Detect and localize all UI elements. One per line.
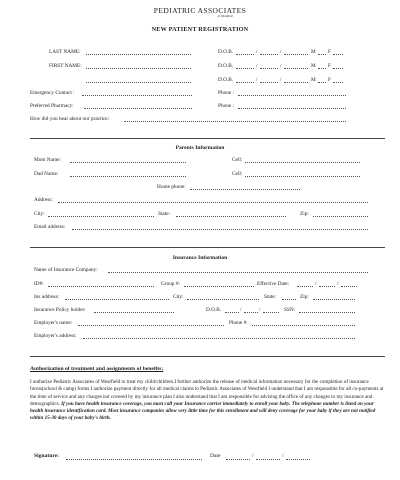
dob-label-3: D.O.B.: [218, 77, 234, 83]
sex-f-field-3[interactable]: [333, 82, 343, 83]
last-name-label: LAST NAME:: [49, 49, 81, 55]
emergency-contact-label: Emergency Contact :: [30, 90, 75, 96]
dob-month-field-2[interactable]: [236, 68, 254, 69]
dad-name-label: Dad Name:: [34, 171, 59, 177]
dad-cell-label: Cell:: [232, 171, 243, 177]
date-slash: /: [337, 281, 339, 287]
address-label: Address:: [34, 197, 53, 203]
signature-date-day-field[interactable]: [256, 459, 280, 460]
emergency-contact-field[interactable]: [82, 95, 192, 96]
dob-year-field-2[interactable]: [284, 68, 308, 69]
additional-name-field[interactable]: [86, 82, 191, 83]
insurance-zip-field[interactable]: [313, 299, 355, 300]
group-number-label: Group #:: [161, 281, 180, 287]
insurance-info-heading: Insurance Information: [172, 255, 228, 261]
state-label: State:: [158, 211, 171, 217]
ssn-label: SSN:: [284, 307, 296, 313]
sex-f-field-2[interactable]: [333, 68, 343, 69]
holder-dob-label: D.O.B.: [206, 307, 222, 313]
signature-date-year-field[interactable]: [286, 459, 310, 460]
home-phone-field[interactable]: [190, 189, 300, 190]
state-field[interactable]: [176, 216, 286, 217]
mom-name-field[interactable]: [70, 162, 186, 163]
signature-label: Signature:: [34, 453, 60, 459]
insurance-zip-label: Zip:: [300, 294, 309, 300]
insurance-address-label: Ins address:: [34, 294, 60, 300]
effective-date-label: Effective Date:: [257, 281, 290, 287]
city-label: City:: [34, 211, 45, 217]
employer-address-label: Employer's address:: [34, 333, 77, 339]
authorization-text-plain: I authorize Pediatric Associates of Westfield to treat my child/children.I further authorize the release of medical information necessary for the completion of insurance forms(school & camp) forms I authorize payment directly for all medical claims to Pediatric Associates of Westfield I understand that I am responsible for all co-payments at the time of service and any charges not covered by my insurance plan I also understand that I am responsible for advising the office of any changes to my insurance and demographics.: [30, 379, 384, 407]
section-divider: [30, 138, 385, 139]
insurance-company-label: Name of Insurance Company:: [34, 267, 98, 273]
referral-source-label: How did you hear about our practice:: [30, 116, 110, 122]
sex-f-label: F: [328, 77, 331, 83]
insurance-state-label: State:: [264, 294, 277, 300]
dob-year-field-1[interactable]: [284, 54, 308, 55]
signature-field[interactable]: [66, 459, 202, 460]
dob-month-field-1[interactable]: [236, 54, 254, 55]
effective-month-field[interactable]: [297, 286, 313, 287]
signature-date-label: Date: [210, 453, 221, 459]
group-number-field[interactable]: [184, 286, 254, 287]
last-name-field[interactable]: [86, 54, 191, 55]
dob-slash: /: [280, 63, 282, 69]
dob-slash: /: [280, 49, 282, 55]
home-phone-label: Home phone:: [157, 184, 186, 190]
holder-dob-year-field[interactable]: [263, 312, 279, 313]
dad-name-field[interactable]: [70, 176, 186, 177]
parents-info-heading: Parents Information: [175, 145, 225, 151]
dob-month-field-3[interactable]: [236, 82, 254, 83]
emergency-phone-label: Phone :: [218, 90, 235, 96]
mom-cell-field[interactable]: [245, 162, 360, 163]
effective-year-field[interactable]: [341, 286, 357, 287]
dob-slash: /: [280, 77, 282, 83]
date-slash: /: [282, 453, 284, 459]
insurance-company-field[interactable]: [108, 272, 368, 273]
dob-day-field-2[interactable]: [260, 68, 278, 69]
pharmacy-phone-field[interactable]: [238, 108, 346, 109]
dob-day-field-1[interactable]: [260, 54, 278, 55]
sex-m-field-3[interactable]: [318, 82, 326, 83]
sex-m-field-2[interactable]: [318, 68, 326, 69]
sex-f-label: F: [328, 49, 331, 55]
zip-field[interactable]: [313, 216, 368, 217]
insurance-city-field[interactable]: [187, 299, 259, 300]
emergency-phone-field[interactable]: [238, 95, 346, 96]
section-divider: [30, 356, 385, 357]
insurance-id-label: ID#:: [34, 281, 44, 287]
dob-slash: /: [256, 49, 258, 55]
effective-day-field[interactable]: [319, 286, 335, 287]
sex-m-field-1[interactable]: [318, 54, 326, 55]
insurance-address-field[interactable]: [65, 299, 169, 300]
first-name-field[interactable]: [86, 68, 191, 69]
city-field[interactable]: [48, 216, 154, 217]
email-label: Email address:: [34, 224, 66, 230]
sex-f-label: F: [328, 63, 331, 69]
zip-label: Zip:: [300, 211, 309, 217]
referral-source-field[interactable]: [124, 121, 346, 122]
sex-m-label: M: [311, 77, 316, 83]
dob-slash: /: [256, 77, 258, 83]
insurance-state-field[interactable]: [282, 299, 296, 300]
preferred-pharmacy-field[interactable]: [84, 108, 192, 109]
authorization-text-emphasis: If you have health insurance coverage, you must call your Insurance carrier immediately to enroll your baby. The telephone number is listed on your health insurance identification card. Most insurance companies allow very little time for this enrollment and will deny coverage for your baby if they are not notified within 15-30 days of your baby's birth.: [30, 400, 376, 422]
policy-holder-field[interactable]: [94, 312, 174, 313]
mom-cell-label: Cell:: [232, 157, 243, 163]
dob-label-1: D.O.B.: [218, 49, 234, 55]
holder-dob-day-field[interactable]: [244, 312, 258, 313]
employer-name-field[interactable]: [78, 325, 224, 326]
pharmacy-phone-label: Phone :: [218, 103, 235, 109]
date-slash: /: [315, 281, 317, 287]
mom-name-label: Mom Name:: [34, 157, 61, 163]
sex-m-label: M: [311, 63, 316, 69]
preferred-pharmacy-label: Preferred Pharmacy:: [30, 103, 74, 109]
insurance-city-label: City:: [173, 294, 184, 300]
authorization-text: [30, 379, 388, 423]
date-slash: /: [240, 307, 242, 313]
email-field[interactable]: [72, 229, 368, 230]
dob-slash: /: [256, 63, 258, 69]
form-title: NEW PATIENT REGISTRATION: [151, 26, 249, 33]
first-name-label: FIRST NAME:: [49, 63, 82, 69]
sex-m-label: M: [311, 49, 316, 55]
employer-name-label: Employer's name:: [34, 320, 73, 326]
policy-holder-label: Insurance Policy holder:: [34, 307, 86, 313]
sex-f-field-1[interactable]: [333, 54, 343, 55]
employer-phone-label: Phone #:: [229, 320, 248, 326]
authorization-heading: Authorization of treatment and assignments of benefits:: [30, 366, 164, 372]
section-divider: [30, 247, 385, 248]
date-slash: /: [259, 307, 261, 313]
employer-phone-field[interactable]: [252, 325, 355, 326]
address-field[interactable]: [58, 202, 368, 203]
employer-address-field[interactable]: [83, 338, 355, 339]
dob-label-2: D.O.B.: [218, 63, 234, 69]
insurance-id-field[interactable]: [48, 286, 154, 287]
holder-dob-month-field[interactable]: [225, 312, 239, 313]
practice-logo: PEDIATRIC ASSOCIATES: [153, 6, 247, 15]
dob-day-field-3[interactable]: [260, 82, 278, 83]
dad-cell-field[interactable]: [245, 176, 360, 177]
date-slash: /: [252, 453, 254, 459]
ssn-field[interactable]: [299, 312, 355, 313]
practice-logo-subtitle: of Westfield: [217, 14, 233, 18]
signature-date-month-field[interactable]: [226, 459, 250, 460]
dob-year-field-3[interactable]: [284, 82, 308, 83]
